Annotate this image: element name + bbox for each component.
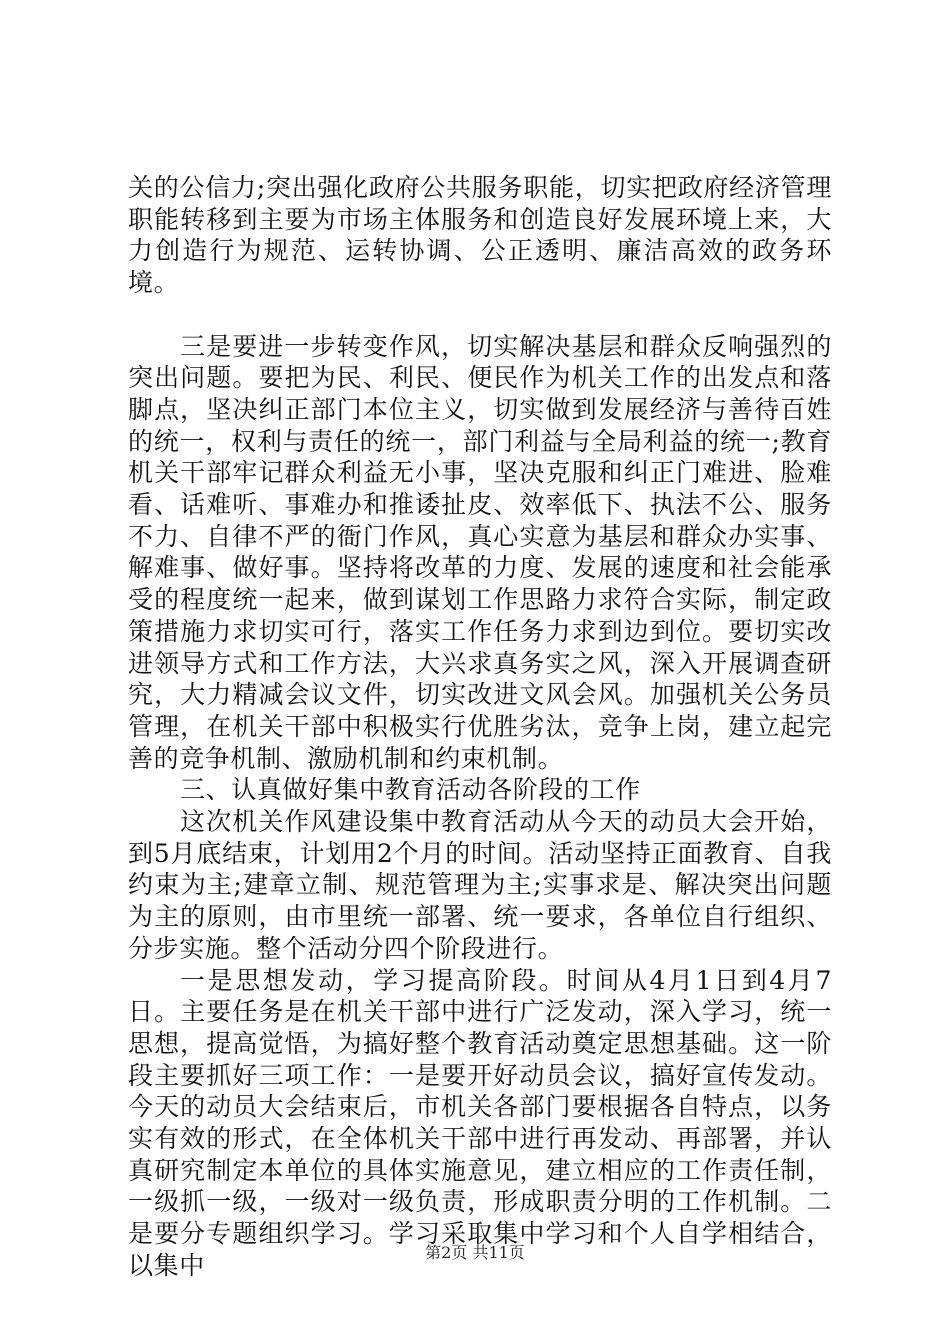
document-body: [128, 172, 832, 1282]
section-heading: 三、认真做好集中教育活动各阶段的工作: [180, 775, 641, 805]
page-number-footer: 第2页 共11页: [425, 1243, 525, 1262]
paragraph: 这次机关作风建设集中教育活动从今天的动员大会开始，到5月底结束，计划用2个月的时间。活动坚持正面教育、自我约束为主;建章立制、规范管理为主;实事求是、解决突出问题为主的原则，由市里统一部署、统一要求，各单位自行组织、分步实施。整个活动分四个阶段进行。: [128, 807, 832, 963]
paragraph: 一是思想发动，学习提高阶段。时间从4月1日到4月7日。主要任务是在机关干部中进行广泛发动，深入学习，统一思想，提高觉悟，为搞好整个教育活动奠定思想基础。这一阶段主要抓好三项工作：一是要开好动员会议，搞好宣传发动。今天的动员大会结束后，市机关各部门要根据各自特点，以务实有效的形式，在全体机关干部中进行再发动、再部署，并认真研究制定本单位的具体实施意见，建立相应的工作责任制，一级抓一级，一级对一级负责，形成职责分明的工作机制。二是要分专题组织学习。学习采取集中学习和个人自学相结合，以集中: [128, 965, 832, 1280]
paragraph-continued: 关的公信力;突出强化政府公共服务职能，切实把政府经济管理职能转移到主要为市场主体服务和创造良好发展环境上来，大力创造行为规范、运转协调、公正透明、廉洁高效的政务环境。: [128, 173, 832, 298]
paragraph-spacer: [128, 299, 832, 331]
paragraph: 三是要进一步转变作风，切实解决基层和群众反响强烈的突出问题。要把为民、利民、便民作为机关工作的出发点和落脚点，坚决纠正部门本位主义，切实做到发展经济与善待百姓的统一，权利与责任的统一，部门利益与全局利益的统一;教育机关干部牢记群众利益无小事，坚决克服和纠正门难进、脸难看、话难听、事难办和推诿扯皮、效率低下、执法不公、服务不力、自律不严的衙门作风，真心实意为基层和群众办实事、解难事、做好事。坚持将改革的力度、发展的速度和社会能承受的程度统一起来，做到谋划工作思路力求符合实际，制定政策措施力求切实可行，落实工作任务力求到边到位。要切实改进领导方式和工作方法，大兴求真务实之风，深入开展调查研究，大力精减会议文件，切实改进文风会风。加强机关公务员管理，在机关干部中积极实行优胜劣汰，竞争上岗，建立起完善的竞争机制、激励机制和约束机制。: [128, 331, 832, 773]
